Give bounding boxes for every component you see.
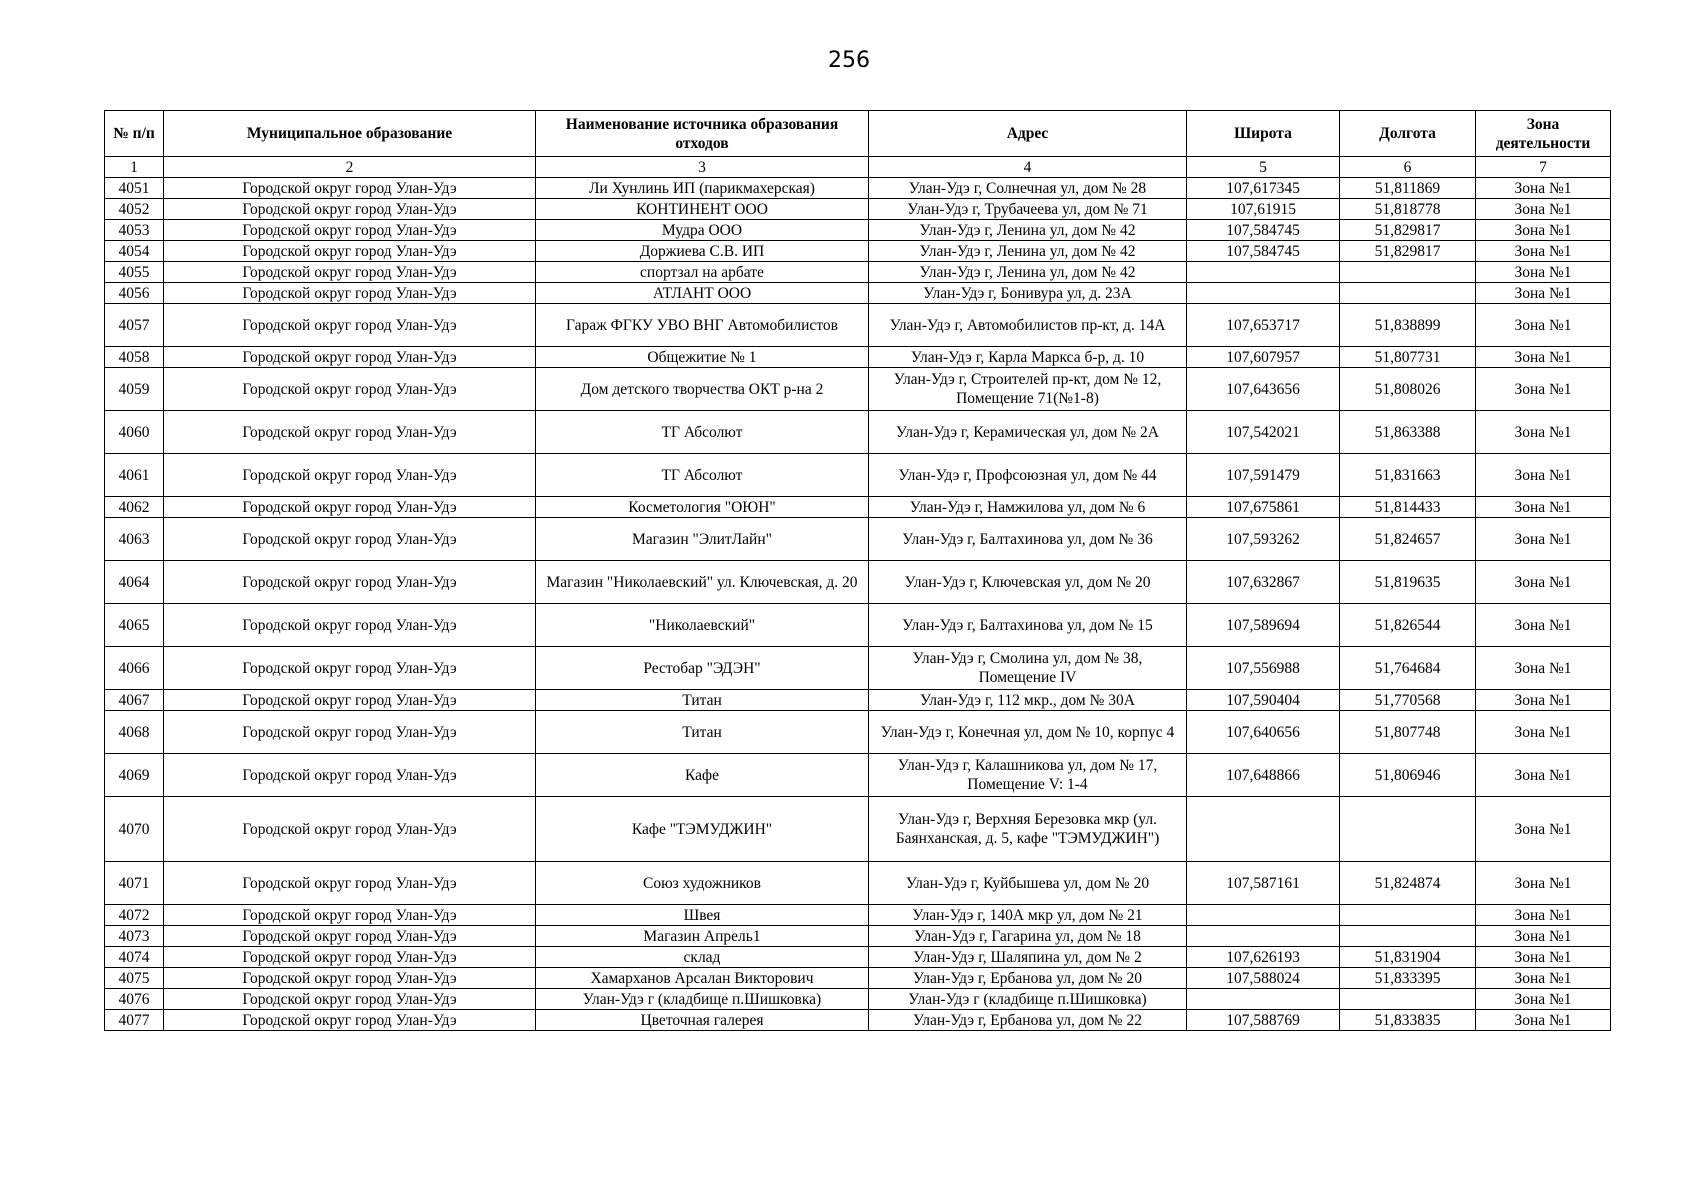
- zone-cell: Зона №1: [1476, 347, 1611, 368]
- row-number-cell: 4075: [105, 968, 164, 989]
- address-cell: Улан-Удэ г, Профсоюзная ул, дом № 44: [869, 454, 1187, 497]
- address-cell: Улан-Удэ г, Ербанова ул, дом № 20: [869, 968, 1187, 989]
- row-number-cell: 4060: [105, 411, 164, 454]
- municipality-cell: Городской округ город Улан-Удэ: [164, 241, 536, 262]
- page-number: 256: [828, 48, 870, 73]
- table-row: [105, 754, 1611, 797]
- latitude-cell: 107,584745: [1187, 241, 1340, 262]
- latitude-cell: [1187, 262, 1340, 283]
- longitude-cell: 51,826544: [1340, 604, 1476, 647]
- table-row: [105, 368, 1611, 411]
- municipality-cell: Городской округ город Улан-Удэ: [164, 220, 536, 241]
- longitude-cell: 51,863388: [1340, 411, 1476, 454]
- latitude-cell: [1187, 283, 1340, 304]
- municipality-cell: Городской округ город Улан-Удэ: [164, 862, 536, 905]
- longitude-cell: 51,764684: [1340, 647, 1476, 690]
- column-number: 1: [105, 157, 164, 178]
- zone-cell: Зона №1: [1476, 647, 1611, 690]
- latitude-cell: 107,648866: [1187, 754, 1340, 797]
- address-cell: Улан-Удэ г, 112 мкр., дом № 30А: [869, 690, 1187, 711]
- latitude-cell: [1187, 926, 1340, 947]
- longitude-cell: 51,831663: [1340, 454, 1476, 497]
- col-header-municipality: Муниципальное образование: [164, 111, 536, 157]
- zone-cell: Зона №1: [1476, 199, 1611, 220]
- municipality-cell: Городской округ город Улан-Удэ: [164, 711, 536, 754]
- row-number-cell: 4053: [105, 220, 164, 241]
- latitude-cell: 107,593262: [1187, 518, 1340, 561]
- municipality-cell: Городской округ город Улан-Удэ: [164, 647, 536, 690]
- source-name-cell: Магазин "ЭлитЛайн": [536, 518, 869, 561]
- municipality-cell: Городской округ город Улан-Удэ: [164, 797, 536, 862]
- zone-cell: Зона №1: [1476, 690, 1611, 711]
- table-row: [105, 647, 1611, 690]
- municipality-cell: Городской округ город Улан-Удэ: [164, 178, 536, 199]
- address-cell: Улан-Удэ г, Трубачеева ул, дом № 71: [869, 199, 1187, 220]
- row-number-cell: 4062: [105, 497, 164, 518]
- col-header-source-name: Наименование источника образования отходов: [536, 111, 869, 157]
- municipality-cell: Городской округ город Улан-Удэ: [164, 604, 536, 647]
- column-number: 2: [164, 157, 536, 178]
- address-cell: Улан-Удэ г, Автомобилистов пр-кт, д. 14А: [869, 304, 1187, 347]
- zone-cell: Зона №1: [1476, 989, 1611, 1010]
- longitude-cell: [1340, 989, 1476, 1010]
- longitude-cell: 51,806946: [1340, 754, 1476, 797]
- zone-cell: Зона №1: [1476, 754, 1611, 797]
- table-row: [105, 604, 1611, 647]
- latitude-cell: 107,584745: [1187, 220, 1340, 241]
- municipality-cell: Городской округ город Улан-Удэ: [164, 947, 536, 968]
- address-cell: Улан-Удэ г, Куйбышева ул, дом № 20: [869, 862, 1187, 905]
- row-number-cell: 4073: [105, 926, 164, 947]
- address-cell: Улан-Удэ г, Керамическая ул, дом № 2А: [869, 411, 1187, 454]
- latitude-cell: 107,675861: [1187, 497, 1340, 518]
- table-row: [105, 283, 1611, 304]
- address-cell: Улан-Удэ г, Карла Маркса б-р, д. 10: [869, 347, 1187, 368]
- address-cell: Улан-Удэ г, Балтахинова ул, дом № 36: [869, 518, 1187, 561]
- row-number-cell: 4054: [105, 241, 164, 262]
- municipality-cell: Городской округ город Улан-Удэ: [164, 1010, 536, 1031]
- column-number: 6: [1340, 157, 1476, 178]
- zone-cell: Зона №1: [1476, 178, 1611, 199]
- zone-cell: Зона №1: [1476, 220, 1611, 241]
- row-number-cell: 4057: [105, 304, 164, 347]
- municipality-cell: Городской округ город Улан-Удэ: [164, 905, 536, 926]
- row-number-cell: 4068: [105, 711, 164, 754]
- column-number: 5: [1187, 157, 1340, 178]
- zone-cell: Зона №1: [1476, 283, 1611, 304]
- zone-cell: Зона №1: [1476, 905, 1611, 926]
- column-number-row: [105, 157, 1611, 178]
- latitude-cell: 107,591479: [1187, 454, 1340, 497]
- source-name-cell: Цветочная галерея: [536, 1010, 869, 1031]
- source-name-cell: Рестобар "ЭДЭН": [536, 647, 869, 690]
- longitude-cell: 51,807748: [1340, 711, 1476, 754]
- row-number-cell: 4069: [105, 754, 164, 797]
- longitude-cell: [1340, 905, 1476, 926]
- address-cell: Улан-Удэ г, Смолина ул, дом № 38, Помещение IV: [869, 647, 1187, 690]
- table-header-row: [105, 111, 1611, 157]
- row-number-cell: 4074: [105, 947, 164, 968]
- municipality-cell: Городской округ город Улан-Удэ: [164, 347, 536, 368]
- municipality-cell: Городской округ город Улан-Удэ: [164, 561, 536, 604]
- latitude-cell: 107,589694: [1187, 604, 1340, 647]
- address-cell: Улан-Удэ г, Намжилова ул, дом № 6: [869, 497, 1187, 518]
- table-row: [105, 905, 1611, 926]
- latitude-cell: [1187, 905, 1340, 926]
- longitude-cell: 51,829817: [1340, 220, 1476, 241]
- longitude-cell: 51,814433: [1340, 497, 1476, 518]
- source-name-cell: Доржиева С.В. ИП: [536, 241, 869, 262]
- zone-cell: Зона №1: [1476, 561, 1611, 604]
- zone-cell: Зона №1: [1476, 241, 1611, 262]
- source-name-cell: АТЛАНТ ООО: [536, 283, 869, 304]
- source-name-cell: склад: [536, 947, 869, 968]
- source-name-cell: "Николаевский": [536, 604, 869, 647]
- col-header-zone: Зона деятельности: [1476, 111, 1611, 157]
- source-name-cell: КОНТИНЕНТ ООО: [536, 199, 869, 220]
- row-number-cell: 4061: [105, 454, 164, 497]
- source-name-cell: Швея: [536, 905, 869, 926]
- zone-cell: Зона №1: [1476, 304, 1611, 347]
- source-name-cell: Хамарханов Арсалан Викторович: [536, 968, 869, 989]
- address-cell: Улан-Удэ г, Балтахинова ул, дом № 15: [869, 604, 1187, 647]
- table-row: [105, 220, 1611, 241]
- longitude-cell: [1340, 262, 1476, 283]
- source-name-cell: Магазин Апрель1: [536, 926, 869, 947]
- source-name-cell: спортзал на арбате: [536, 262, 869, 283]
- zone-cell: Зона №1: [1476, 711, 1611, 754]
- address-cell: Улан-Удэ г, Ленина ул, дом № 42: [869, 220, 1187, 241]
- col-header-longitude: Долгота: [1340, 111, 1476, 157]
- source-name-cell: ТГ Абсолют: [536, 454, 869, 497]
- source-name-cell: Союз художников: [536, 862, 869, 905]
- source-name-cell: Гараж ФГКУ УВО ВНГ Автомобилистов: [536, 304, 869, 347]
- table-row: [105, 518, 1611, 561]
- municipality-cell: Городской округ город Улан-Удэ: [164, 304, 536, 347]
- address-cell: Улан-Удэ г, Бонивура ул, д. 23А: [869, 283, 1187, 304]
- table-row: [105, 497, 1611, 518]
- row-number-cell: 4063: [105, 518, 164, 561]
- municipality-cell: Городской округ город Улан-Удэ: [164, 497, 536, 518]
- longitude-cell: 51,770568: [1340, 690, 1476, 711]
- address-cell: Улан-Удэ г, Гагарина ул, дом № 18: [869, 926, 1187, 947]
- col-header-number: № п/п: [105, 111, 164, 157]
- source-name-cell: ТГ Абсолют: [536, 411, 869, 454]
- longitude-cell: 51,811869: [1340, 178, 1476, 199]
- table-row: [105, 262, 1611, 283]
- zone-cell: Зона №1: [1476, 797, 1611, 862]
- zone-cell: Зона №1: [1476, 518, 1611, 561]
- table-body: [105, 178, 1611, 1031]
- latitude-cell: 107,653717: [1187, 304, 1340, 347]
- source-name-cell: Мудра ООО: [536, 220, 869, 241]
- row-number-cell: 4077: [105, 1010, 164, 1031]
- table-row: [105, 926, 1611, 947]
- longitude-cell: [1340, 797, 1476, 862]
- table-row: [105, 561, 1611, 604]
- municipality-cell: Городской округ город Улан-Удэ: [164, 968, 536, 989]
- latitude-cell: [1187, 989, 1340, 1010]
- latitude-cell: 107,588769: [1187, 1010, 1340, 1031]
- row-number-cell: 4055: [105, 262, 164, 283]
- longitude-cell: 51,807731: [1340, 347, 1476, 368]
- table-row: [105, 690, 1611, 711]
- latitude-cell: [1187, 797, 1340, 862]
- row-number-cell: 4072: [105, 905, 164, 926]
- latitude-cell: 107,643656: [1187, 368, 1340, 411]
- municipality-cell: Городской округ город Улан-Удэ: [164, 754, 536, 797]
- address-cell: Улан-Удэ г, Конечная ул, дом № 10, корпус 4: [869, 711, 1187, 754]
- source-name-cell: Титан: [536, 711, 869, 754]
- table-row: [105, 989, 1611, 1010]
- row-number-cell: 4058: [105, 347, 164, 368]
- col-header-address: Адрес: [869, 111, 1187, 157]
- table-row: [105, 241, 1611, 262]
- address-cell: Улан-Удэ г (кладбище п.Шишковка): [869, 989, 1187, 1010]
- longitude-cell: [1340, 926, 1476, 947]
- table-row: [105, 178, 1611, 199]
- row-number-cell: 4065: [105, 604, 164, 647]
- row-number-cell: 4071: [105, 862, 164, 905]
- address-cell: Улан-Удэ г, Строителей пр-кт, дом № 12, Помещение 71(№1-8): [869, 368, 1187, 411]
- longitude-cell: 51,829817: [1340, 241, 1476, 262]
- latitude-cell: 107,590404: [1187, 690, 1340, 711]
- longitude-cell: 51,824874: [1340, 862, 1476, 905]
- row-number-cell: 4067: [105, 690, 164, 711]
- longitude-cell: 51,818778: [1340, 199, 1476, 220]
- table-row: [105, 968, 1611, 989]
- zone-cell: Зона №1: [1476, 497, 1611, 518]
- address-cell: Улан-Удэ г, Верхняя Березовка мкр (ул. Баянханская, д. 5, кафе "ТЭМУДЖИН"): [869, 797, 1187, 862]
- row-number-cell: 4076: [105, 989, 164, 1010]
- row-number-cell: 4051: [105, 178, 164, 199]
- latitude-cell: 107,632867: [1187, 561, 1340, 604]
- zone-cell: Зона №1: [1476, 1010, 1611, 1031]
- municipality-cell: Городской округ город Улан-Удэ: [164, 518, 536, 561]
- longitude-cell: 51,831904: [1340, 947, 1476, 968]
- longitude-cell: 51,833395: [1340, 968, 1476, 989]
- latitude-cell: 107,587161: [1187, 862, 1340, 905]
- latitude-cell: 107,607957: [1187, 347, 1340, 368]
- row-number-cell: 4059: [105, 368, 164, 411]
- table-row: [105, 862, 1611, 905]
- longitude-cell: [1340, 283, 1476, 304]
- latitude-cell: 107,61915: [1187, 199, 1340, 220]
- row-number-cell: 4064: [105, 561, 164, 604]
- table-row: [105, 411, 1611, 454]
- address-cell: Улан-Удэ г, Ленина ул, дом № 42: [869, 241, 1187, 262]
- zone-cell: Зона №1: [1476, 926, 1611, 947]
- source-name-cell: Косметология "ОЮН": [536, 497, 869, 518]
- source-name-cell: Кафе: [536, 754, 869, 797]
- latitude-cell: 107,617345: [1187, 178, 1340, 199]
- municipality-cell: Городской округ город Улан-Удэ: [164, 283, 536, 304]
- address-cell: Улан-Удэ г, 140А мкр ул, дом № 21: [869, 905, 1187, 926]
- zone-cell: Зона №1: [1476, 411, 1611, 454]
- address-cell: Улан-Удэ г, Ербанова ул, дом № 22: [869, 1010, 1187, 1031]
- longitude-cell: 51,808026: [1340, 368, 1476, 411]
- municipality-cell: Городской округ город Улан-Удэ: [164, 454, 536, 497]
- municipality-cell: Городской округ город Улан-Удэ: [164, 989, 536, 1010]
- row-number-cell: 4070: [105, 797, 164, 862]
- table-row: [105, 304, 1611, 347]
- zone-cell: Зона №1: [1476, 604, 1611, 647]
- zone-cell: Зона №1: [1476, 454, 1611, 497]
- table-row: [105, 347, 1611, 368]
- zone-cell: Зона №1: [1476, 968, 1611, 989]
- table-row: [105, 797, 1611, 862]
- longitude-cell: 51,819635: [1340, 561, 1476, 604]
- table-row: [105, 454, 1611, 497]
- latitude-cell: 107,556988: [1187, 647, 1340, 690]
- latitude-cell: 107,626193: [1187, 947, 1340, 968]
- row-number-cell: 4056: [105, 283, 164, 304]
- source-name-cell: Кафе "ТЭМУДЖИН": [536, 797, 869, 862]
- column-number: 4: [869, 157, 1187, 178]
- municipality-cell: Городской округ город Улан-Удэ: [164, 368, 536, 411]
- source-name-cell: Ли Хунлинь ИП (парикмахерская): [536, 178, 869, 199]
- column-number: 3: [536, 157, 869, 178]
- latitude-cell: 107,588024: [1187, 968, 1340, 989]
- address-cell: Улан-Удэ г, Калашникова ул, дом № 17, Помещение V: 1-4: [869, 754, 1187, 797]
- table-row: [105, 947, 1611, 968]
- longitude-cell: 51,838899: [1340, 304, 1476, 347]
- latitude-cell: 107,542021: [1187, 411, 1340, 454]
- table-row: [105, 1010, 1611, 1031]
- longitude-cell: 51,833835: [1340, 1010, 1476, 1031]
- source-name-cell: Улан-Удэ г (кладбище п.Шишковка): [536, 989, 869, 1010]
- zone-cell: Зона №1: [1476, 947, 1611, 968]
- municipality-cell: Городской округ город Улан-Удэ: [164, 262, 536, 283]
- source-name-cell: Титан: [536, 690, 869, 711]
- source-name-cell: Магазин "Николаевский" ул. Ключевская, д. 20: [536, 561, 869, 604]
- municipality-cell: Городской округ город Улан-Удэ: [164, 411, 536, 454]
- municipality-cell: Городской округ город Улан-Удэ: [164, 926, 536, 947]
- address-cell: Улан-Удэ г, Солнечная ул, дом № 28: [869, 178, 1187, 199]
- row-number-cell: 4052: [105, 199, 164, 220]
- longitude-cell: 51,824657: [1340, 518, 1476, 561]
- source-name-cell: Дом детского творчества ОКТ р-на 2: [536, 368, 869, 411]
- zone-cell: Зона №1: [1476, 262, 1611, 283]
- row-number-cell: 4066: [105, 647, 164, 690]
- source-name-cell: Общежитие № 1: [536, 347, 869, 368]
- zone-cell: Зона №1: [1476, 368, 1611, 411]
- col-header-latitude: Широта: [1187, 111, 1340, 157]
- address-cell: Улан-Удэ г, Ключевская ул, дом № 20: [869, 561, 1187, 604]
- address-cell: Улан-Удэ г, Шаляпина ул, дом № 2: [869, 947, 1187, 968]
- waste-sources-table: [104, 110, 1611, 1031]
- address-cell: Улан-Удэ г, Ленина ул, дом № 42: [869, 262, 1187, 283]
- table-row: [105, 711, 1611, 754]
- table-row: [105, 199, 1611, 220]
- column-number: 7: [1476, 157, 1611, 178]
- zone-cell: Зона №1: [1476, 862, 1611, 905]
- municipality-cell: Городской округ город Улан-Удэ: [164, 690, 536, 711]
- municipality-cell: Городской округ город Улан-Удэ: [164, 199, 536, 220]
- latitude-cell: 107,640656: [1187, 711, 1340, 754]
